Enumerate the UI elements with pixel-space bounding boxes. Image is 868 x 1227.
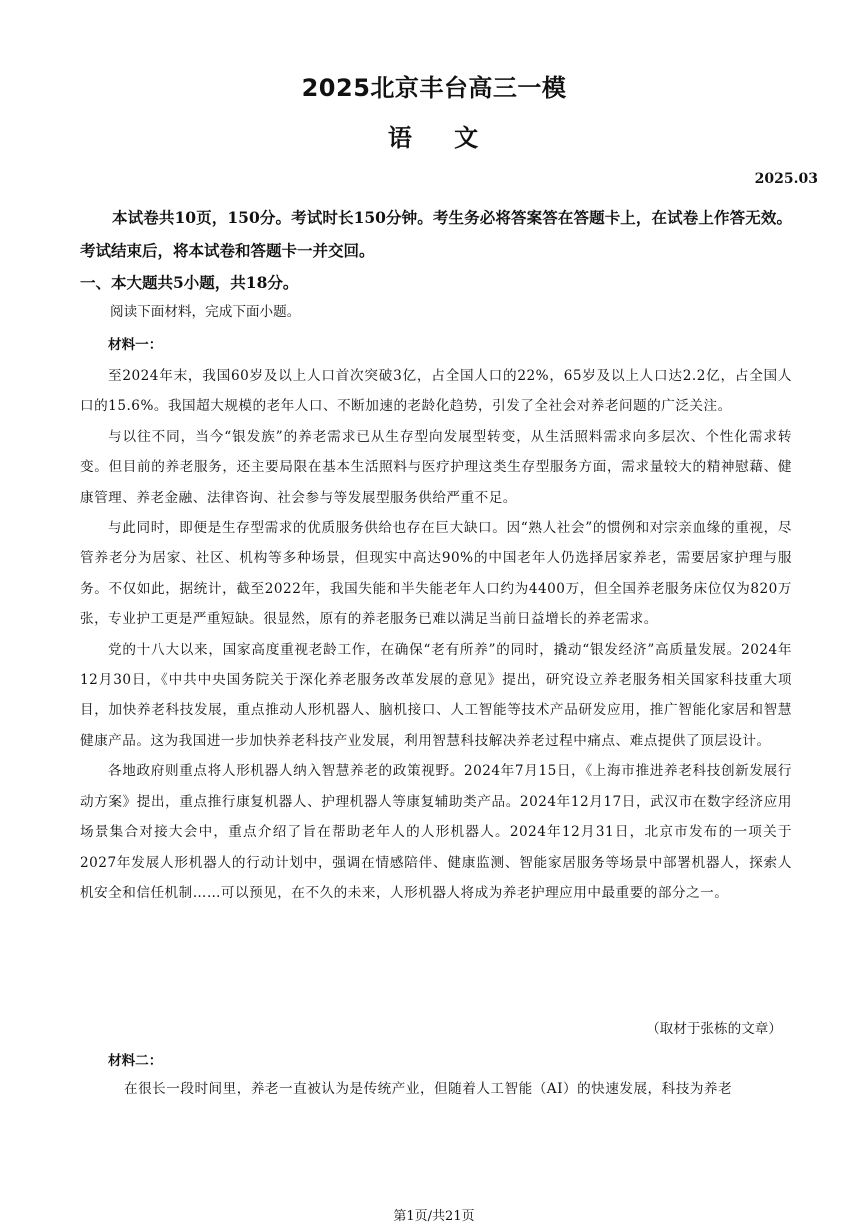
paragraph: 党的十八大以来，国家高度重视老龄工作，在确保“老有所养”的同时，撬动“银发经济”高质量发展。2024年12月30日，《中共中央国务院关于深化养老服务改革发展的意见》提出，研究设立养老服务相关国家科技重大项目，加快养老科技发展，重点推动人形机器人、脑机接口、人工智能等技术产品研发应用，推广智能化家居和智慧健康产品。这为我国进一步加快养老科技产业发展，利用智慧科技解决养老过程中痛点、难点提供了顶层设计。: [80, 641, 792, 749]
paragraph: 各地政府则重点将人形机器人纳入智慧养老的政策视野。2024年7月15日，《上海市推进养老科技创新发展行动方案》提出，重点推行康复机器人、护理机器人等康复辅助类产品。2024年12月17日，武汉市在数字经济应用场景集合对接大会中，重点介绍了旨在帮助老年人的人形机器人。2024年12月31日，北京市发布的一项关于2027年发展人形机器人的行动计划中，强调在情感陪伴、健康监测、智能家居服务等场景中部署机器人，探索人机安全和信任机制……可以预见，在不久的未来，人形机器人将成为养老护理应用中最重要的部分之一。: [80, 763, 792, 901]
paragraph: 与此同时，即便是生存型需求的优质服务供给也存在巨大缺口。因“熟人社会”的惯例和对宗亲血缘的重视，尽管养老分为居家、社区、机构等多种场景，但现实中高达90%的中国老年人仍选择居家养老，需要居家护理与服务。不仅如此，据统计，截至2022年，我国失能和半失能老年人口约为4400万，但全国养老服务床位仅为820万张，专业护工更是严重短缺。很显然，原有的养老服务已难以满足当前日益增长的养老需求。: [80, 520, 792, 628]
material-1-source: （取材于张栋的文章）: [646, 1021, 782, 1037]
paragraph: 与以往不同，当今“银发族”的养老需求已从生存型向发展型转变，从生活照料需求向多层次、个性化需求转变。但目前的养老服务，还主要局限在基本生活照料与医疗护理这类生存型服务方面，需求量较大的精神慰藉、健康管理、养老金融、法律咨询、社会参与等发展型服务供给严重不足。: [80, 428, 792, 506]
paragraph: 至2024年末，我国60岁及以上人口首次突破3亿，占全国人口的22%，65岁及以上人口达2.2亿，占全国人口的15.6%。我国超大规模的老年人口、不断加速的老龄化趋势，引发了全社会对养老问题的广泛关注。: [80, 368, 792, 415]
material-1-body: [80, 361, 792, 908]
material-1-label: 材料一：: [108, 337, 163, 353]
page-footer: 第1页/共21页: [393, 1209, 475, 1224]
subject-title: 语 文: [387, 124, 481, 152]
material-2-first-line: 在很长一段时间里，养老一直被认为是传统产业，但随着人工智能（AI）的快速发展，科技为养老: [124, 1081, 733, 1097]
material-2-label: 材料二：: [108, 1053, 163, 1069]
section-heading: 一、本大题共5小题，共18分。: [80, 273, 299, 292]
exam-title: 2025北京丰台高三一模: [301, 74, 567, 102]
exam-notice: 本试卷共10页，150分。考试时长150分钟。考生务必将答案答在答题卡上，在试卷上作答无效。考试结束后，将本试卷和答题卡一并交回。: [80, 208, 792, 260]
reading-instruction: 阅读下面材料，完成下面小题。: [110, 304, 301, 320]
exam-date: 2025.03: [754, 171, 818, 187]
